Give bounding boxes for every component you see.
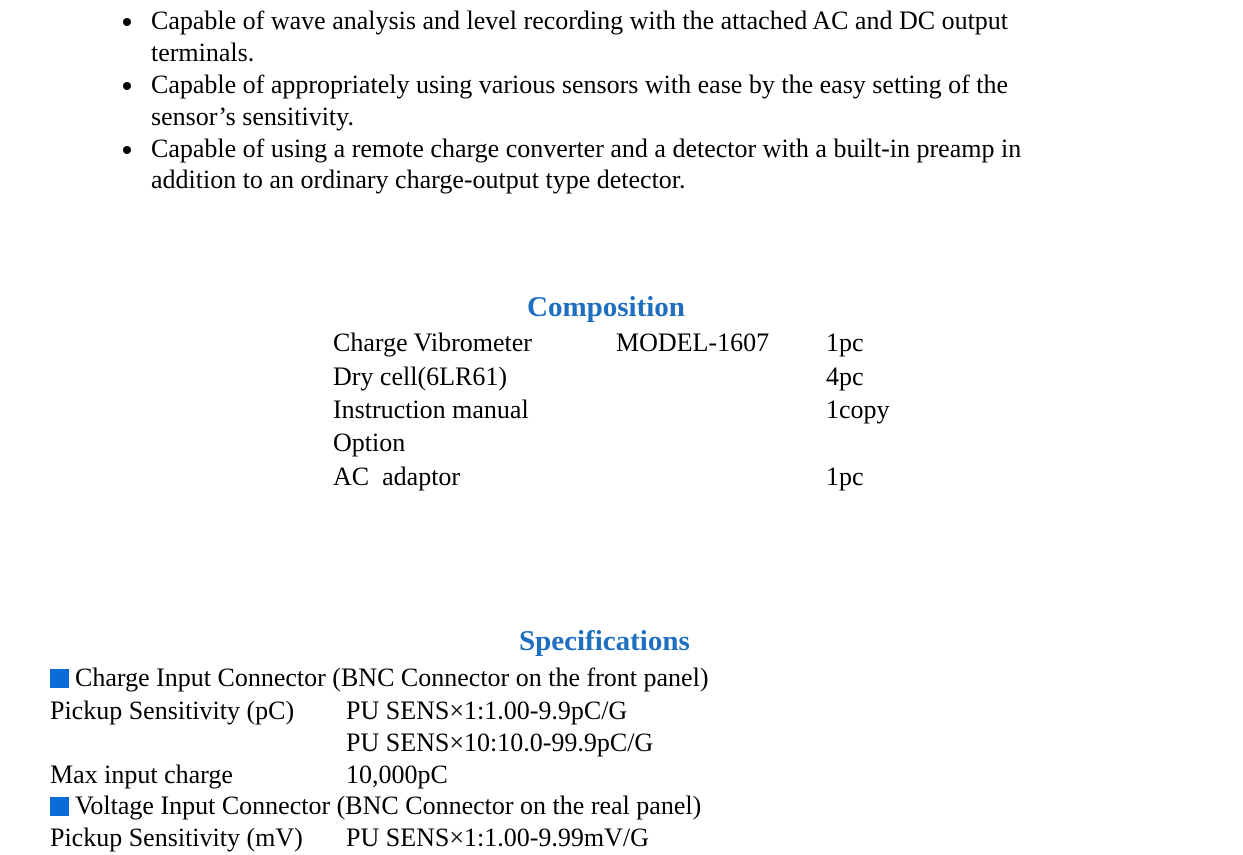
- composition-item: Option: [333, 428, 406, 457]
- charge-connector-heading: Charge Input Connector (BNC Connector on the front panel): [75, 663, 709, 692]
- feature-text: addition to an ordinary charge-output type detector.: [151, 165, 686, 194]
- voltage-connector-heading: Voltage Input Connector (BNC Connector on the real panel): [75, 791, 702, 820]
- feature-text: terminals.: [151, 38, 255, 67]
- voltage-pickup-label: Pickup Sensitivity (mV): [50, 823, 303, 852]
- blue-square-icon: [50, 669, 69, 688]
- composition-item: Dry cell(6LR61): [333, 362, 508, 391]
- bullet-icon: [123, 146, 131, 154]
- bullet-icon: [123, 18, 131, 26]
- charge-pickup-label: Pickup Sensitivity (pC): [50, 696, 295, 725]
- feature-text: sensor’s sensitivity.: [151, 102, 354, 131]
- composition-item: Charge Vibrometer: [333, 328, 532, 357]
- charge-pickup-value: PU SENS×10:10.0-99.9pC/G: [346, 728, 654, 757]
- composition-title: Composition: [527, 291, 685, 323]
- voltage-pickup-value: PU SENS×1:1.00-9.99mV/G: [346, 823, 649, 852]
- composition-qty: 4pc: [826, 362, 864, 391]
- specifications-title: Specifications: [519, 625, 690, 657]
- composition-qty: 1pc: [826, 328, 864, 357]
- blue-square-icon: [50, 797, 69, 816]
- composition-item: AC adaptor: [333, 462, 461, 491]
- composition-model: MODEL-1607: [616, 328, 770, 357]
- composition-row: [333, 394, 1033, 427]
- composition-row: [333, 461, 1033, 494]
- bullet-icon: [123, 82, 131, 90]
- feature-text: Capable of appropriately using various sensors with ease by the easy setting of the: [151, 70, 1009, 99]
- feature-text: Capable of wave analysis and level recording with the attached AC and DC output: [151, 6, 1009, 35]
- max-input-value: 10,000pC: [346, 760, 448, 789]
- feature-text: Capable of using a remote charge converter and a detector with a built-in preamp in: [151, 134, 1022, 163]
- charge-pickup-value: PU SENS×1:1.00-9.9pC/G: [346, 696, 628, 725]
- max-input-label: Max input charge: [50, 760, 233, 789]
- composition-qty: 1pc: [826, 462, 864, 491]
- composition-row: [333, 361, 1033, 394]
- composition-item: Instruction manual: [333, 395, 529, 424]
- composition-qty: 1copy: [826, 395, 890, 424]
- composition-row: [333, 327, 1033, 360]
- composition-row: [333, 427, 1033, 460]
